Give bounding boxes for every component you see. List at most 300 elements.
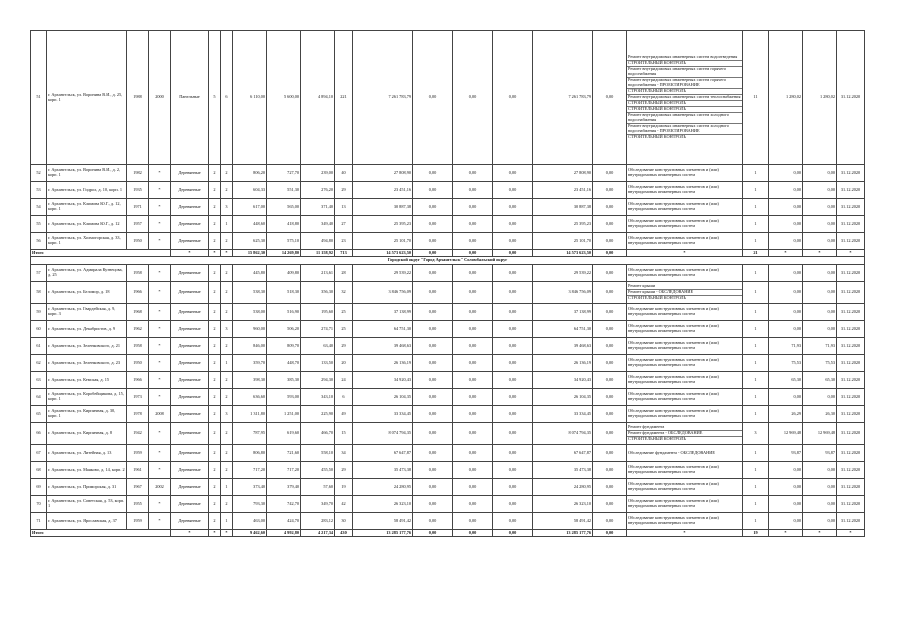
- premises-area-cell: 721,60: [267, 445, 301, 462]
- fund-3-cell: 0,00: [493, 199, 533, 216]
- deadline-cell: 31.12.2020: [837, 321, 865, 338]
- row-number: 68: [31, 462, 47, 479]
- fund-other-cell: 0,00: [593, 372, 627, 389]
- deadline-cell: 31.12.2020: [837, 423, 865, 445]
- unit-cost-cell: 0,00: [769, 513, 803, 530]
- residential-area-cell: 276,20: [301, 182, 335, 199]
- year-built-cell: 1942: [127, 423, 149, 445]
- fund-owners-cell: 30 887,38: [533, 199, 593, 216]
- work-type-item: Обследование конструктивных элементов и (или) внутридомовых инженерных систем: [628, 167, 719, 177]
- work-types-cell: [627, 304, 743, 321]
- work-types-cell: [627, 479, 743, 496]
- premises-area-cell: 518,30: [267, 282, 301, 304]
- deadline-cell: 31.12.2020: [837, 165, 865, 182]
- quantity-cell: 1: [743, 321, 769, 338]
- total-cost-cell: 64 751,30: [353, 321, 413, 338]
- fund-1-cell: 0,00: [413, 31, 453, 165]
- table-row: [31, 355, 865, 372]
- year-renovated-cell: *: [149, 321, 171, 338]
- fund-3-cell: 0,00: [493, 265, 533, 282]
- total-cost-cell: 23 451,16: [353, 182, 413, 199]
- floors-cell: 5: [209, 31, 221, 165]
- quantity-cell: 1: [743, 496, 769, 513]
- year-built-cell: 1950: [127, 355, 149, 372]
- residential-area-cell: 349,40: [301, 216, 335, 233]
- fund-1-cell: 0,00: [413, 372, 453, 389]
- row-number: 59: [31, 304, 47, 321]
- max-unit-cost-cell: 26,30: [803, 406, 837, 423]
- total-area-cell: 398,30: [233, 372, 267, 389]
- year-renovated-cell: *: [149, 216, 171, 233]
- year-renovated-cell: 2000: [149, 31, 171, 165]
- table-row: [31, 496, 865, 513]
- total-star: *: [837, 250, 865, 257]
- entrances-cell: 3: [221, 199, 233, 216]
- residents-cell: 23: [335, 233, 353, 250]
- fund-2-cell: 0,00: [453, 338, 493, 355]
- max-unit-cost-cell: 0,00: [803, 182, 837, 199]
- fund-2-cell: 0,00: [453, 406, 493, 423]
- fund-1-cell: 0,00: [413, 423, 453, 445]
- unit-cost-cell: 0,00: [769, 199, 803, 216]
- total-area-cell: 960,00: [233, 321, 267, 338]
- row-number: 64: [31, 389, 47, 406]
- work-type-item: СТРОИТЕЛЬНЫЙ КОНТРОЛЬ: [628, 133, 687, 139]
- fund-other-cell: 0,00: [593, 31, 627, 165]
- premises-area-cell: 379,40: [267, 479, 301, 496]
- residential-area-cell: 195,60: [301, 304, 335, 321]
- deadline-cell: 31.12.2020: [837, 233, 865, 250]
- wall-material-cell: Панельные: [171, 31, 209, 165]
- entrances-cell: 2: [221, 182, 233, 199]
- fund-1-cell: 0,00: [413, 304, 453, 321]
- premises-area-cell: 575,10: [267, 233, 301, 250]
- address-cell: г. Архангельск, ул. Коробейщикова, д. 15, корп. 1: [47, 389, 127, 406]
- table-row: [31, 445, 865, 462]
- total-row: [31, 530, 865, 537]
- address-cell: г. Архангельск, ул. Воронина В.И., д. 25, корп. 1: [47, 31, 127, 165]
- total-quantity: 21: [743, 250, 769, 257]
- entrances-cell: 2: [221, 265, 233, 282]
- work-types-cell: [627, 513, 743, 530]
- max-unit-cost-cell: 65,30: [803, 372, 837, 389]
- fund-owners-cell: 67 647,87: [533, 445, 593, 462]
- address-cell: г. Архангельск, ул. Климова Ю.Г., д. 12, корп. 1: [47, 199, 127, 216]
- quantity-cell: 11: [743, 31, 769, 165]
- row-number: 67: [31, 445, 47, 462]
- work-types-cell: [627, 462, 743, 479]
- fund-owners-cell: 58 491,42: [533, 513, 593, 530]
- row-number: 69: [31, 479, 47, 496]
- work-type-item: Ремонт внутридомовых инженерных систем холодного водоснабжения: [627, 113, 742, 124]
- year-built-cell: 1962: [127, 321, 149, 338]
- year-renovated-cell: *: [149, 496, 171, 513]
- row-number: 52: [31, 165, 47, 182]
- quantity-cell: 1: [743, 216, 769, 233]
- table-row: [31, 479, 865, 496]
- total-residents: 430: [335, 530, 353, 537]
- total-area-cell: 1 311,80: [233, 406, 267, 423]
- work-type-item: Обследование конструктивных элементов и (или) внутридомовых инженерных систем: [628, 391, 719, 401]
- row-number: 57: [31, 265, 47, 282]
- fund-3-cell: 0,00: [493, 479, 533, 496]
- work-type-item: Ремонт фундамента: [627, 425, 742, 431]
- fund-owners-cell: 25 395,23: [533, 216, 593, 233]
- quantity-cell: 1: [743, 406, 769, 423]
- total-area: 9 462,60: [233, 530, 267, 537]
- fund-3-cell: 0,00: [493, 216, 533, 233]
- residential-area-cell: 558,10: [301, 445, 335, 462]
- wall-material-cell: Деревянные: [171, 282, 209, 304]
- floors-cell: 2: [209, 423, 221, 445]
- entrances-cell: 2: [221, 304, 233, 321]
- fund-owners-cell: 64 751,30: [533, 321, 593, 338]
- quantity-cell: 1: [743, 479, 769, 496]
- year-built-cell: 1958: [127, 338, 149, 355]
- fund-1-cell: 0,00: [413, 406, 453, 423]
- deadline-cell: 31.12.2020: [837, 199, 865, 216]
- total-area-cell: 717,20: [233, 462, 267, 479]
- document-page: [30, 30, 864, 537]
- total-area-cell: 806,20: [233, 165, 267, 182]
- max-unit-cost-cell: 0,00: [803, 513, 837, 530]
- fund-2-cell: 0,00: [453, 165, 493, 182]
- total-cost-cell: 25 101,70: [353, 233, 413, 250]
- residents-cell: 32: [335, 282, 353, 304]
- address-cell: г. Архангельск, ул. Зеленковского, д. 21: [47, 338, 127, 355]
- entrances-cell: 2: [221, 445, 233, 462]
- premises-area-cell: 551,30: [267, 182, 301, 199]
- address-cell: г. Архангельск, ул. Декабристов, д. 9: [47, 321, 127, 338]
- address-cell: г. Архангельск, ул. Беломор, д. 18: [47, 282, 127, 304]
- unit-cost-cell: 0,00: [769, 321, 803, 338]
- entrances-cell: 6: [221, 31, 233, 165]
- residents-cell: 27: [335, 216, 353, 233]
- unit-cost-cell: 12 969,48: [769, 423, 803, 445]
- work-type-item: Обследование конструктивных элементов и (или) внутридомовых инженерных систем: [628, 374, 719, 384]
- entrances-cell: 2: [221, 462, 233, 479]
- wall-material-cell: Деревянные: [171, 406, 209, 423]
- total-cost-cell: 30 887,38: [353, 199, 413, 216]
- max-unit-cost-cell: 0,00: [803, 216, 837, 233]
- floors-cell: 2: [209, 462, 221, 479]
- work-type-item: Ремонт крыши - ОБСЛЕДОВАНИЕ: [627, 290, 742, 296]
- work-types-cell: [627, 165, 743, 182]
- year-renovated-cell: *: [149, 462, 171, 479]
- fund-3-cell: 0,00: [493, 31, 533, 165]
- total-quantity: 19: [743, 530, 769, 537]
- row-number: 53: [31, 182, 47, 199]
- row-number: 56: [31, 233, 47, 250]
- fund-3-cell: 0,00: [493, 355, 533, 372]
- residents-cell: 42: [335, 496, 353, 513]
- residents-cell: 40: [335, 165, 353, 182]
- total-residential-area: 11 158,92: [301, 250, 335, 257]
- address-cell: г. Архангельск, ул. Адмирала Кузнецова, д. 25: [47, 265, 127, 282]
- fund-other-cell: 0,00: [593, 304, 627, 321]
- premises-area-cell: 516,90: [267, 304, 301, 321]
- deadline-cell: 31.12.2020: [837, 445, 865, 462]
- total-cost-cell: 26 323,10: [353, 496, 413, 513]
- work-types-cell: [627, 496, 743, 513]
- address-cell: г. Архангельск, ул. Литейная, д. 13: [47, 445, 127, 462]
- work-type-item: Обследование конструктивных элементов и (или) внутридомовых инженерных систем: [628, 323, 719, 333]
- row-number: 70: [31, 496, 47, 513]
- total-fund-other: 0,00: [593, 250, 627, 257]
- max-unit-cost-cell: 0,00: [803, 282, 837, 304]
- residential-area-cell: 225,90: [301, 406, 335, 423]
- unit-cost-cell: 1 280,02: [769, 31, 803, 165]
- work-types-cell: [627, 445, 743, 462]
- fund-other-cell: 0,00: [593, 445, 627, 462]
- address-cell: г. Архангельск, ул. Кемская, д. 15: [47, 372, 127, 389]
- fund-3-cell: 0,00: [493, 165, 533, 182]
- fund-owners-cell: 27 808,90: [533, 165, 593, 182]
- year-built-cell: 1958: [127, 265, 149, 282]
- premises-area-cell: 619,60: [267, 423, 301, 445]
- deadline-cell: 31.12.2020: [837, 462, 865, 479]
- entrances-cell: 1: [221, 355, 233, 372]
- fund-owners-cell: 37 138,99: [533, 304, 593, 321]
- fund-3-cell: 0,00: [493, 182, 533, 199]
- total-area-cell: 538,30: [233, 282, 267, 304]
- table-row: [31, 462, 865, 479]
- residential-area-cell: 466,70: [301, 423, 335, 445]
- work-types-cell: [627, 355, 743, 372]
- fund-2-cell: 0,00: [453, 182, 493, 199]
- year-built-cell: 1966: [127, 372, 149, 389]
- row-number: 66: [31, 423, 47, 445]
- fund-1-cell: 0,00: [413, 479, 453, 496]
- work-type-item: СТРОИТЕЛЬНЫЙ КОНТРОЛЬ: [628, 294, 687, 300]
- quantity-cell: 1: [743, 338, 769, 355]
- fund-other-cell: 0,00: [593, 479, 627, 496]
- residents-cell: 49: [335, 406, 353, 423]
- work-types-cell: [627, 423, 743, 445]
- total-star: *: [209, 250, 221, 257]
- total-cost-cell: 33 334,45: [353, 406, 413, 423]
- fund-owners-cell: 24 280,95: [533, 479, 593, 496]
- total-fund-2: 0,00: [453, 250, 493, 257]
- premises-area-cell: 565,00: [267, 199, 301, 216]
- row-number: 60: [31, 321, 47, 338]
- total-cost-cell: 67 647,87: [353, 445, 413, 462]
- total-cost-cell: 26 136,19: [353, 355, 413, 372]
- fund-other-cell: 0,00: [593, 462, 627, 479]
- table-row: [31, 372, 865, 389]
- deadline-cell: 31.12.2020: [837, 182, 865, 199]
- floors-cell: 2: [209, 304, 221, 321]
- premises-area-cell: 506,20: [267, 321, 301, 338]
- premises-area-cell: 424,70: [267, 513, 301, 530]
- fund-2-cell: 0,00: [453, 265, 493, 282]
- year-renovated-cell: *: [149, 372, 171, 389]
- year-renovated-cell: *: [149, 423, 171, 445]
- quantity-cell: 1: [743, 304, 769, 321]
- wall-material-cell: Деревянные: [171, 199, 209, 216]
- table-row: [31, 199, 865, 216]
- total-area-cell: 617,00: [233, 199, 267, 216]
- floors-cell: 2: [209, 321, 221, 338]
- fund-3-cell: 0,00: [493, 389, 533, 406]
- quantity-cell: 1: [743, 355, 769, 372]
- work-type-item: Ремонт внутридомовых инженерных систем горячего водоснабжения - ПРОЕКТИРОВАНИЕ: [627, 78, 742, 89]
- floors-cell: 2: [209, 338, 221, 355]
- fund-2-cell: 0,00: [453, 233, 493, 250]
- work-type-item: Обследование конструктивных элементов и (или) внутридомовых инженерных систем: [628, 340, 719, 350]
- work-type-item: Обследование конструктивных элементов и (или) внутридомовых инженерных систем: [628, 408, 719, 418]
- work-type-item: СТРОИТЕЛЬНЫЙ КОНТРОЛЬ: [627, 89, 742, 95]
- residents-cell: 6: [335, 389, 353, 406]
- year-built-cell: 1978: [127, 406, 149, 423]
- total-cost-cell: 26 104,35: [353, 389, 413, 406]
- address-cell: г. Архангельск, ул. Приморская, д. 31: [47, 479, 127, 496]
- year-renovated-cell: *: [149, 165, 171, 182]
- work-types-cell: [627, 233, 743, 250]
- entrances-cell: 1: [221, 216, 233, 233]
- deadline-cell: 31.12.2020: [837, 513, 865, 530]
- work-type-item: Обследование конструктивных элементов и (или) внутридомовых инженерных систем: [628, 498, 719, 508]
- unit-cost-cell: 0,00: [769, 496, 803, 513]
- total-cost-cell: 25 395,23: [353, 216, 413, 233]
- work-type-item: Обследование конструктивных элементов и (или) внутридомовых инженерных систем: [628, 235, 719, 245]
- entrances-cell: 2: [221, 389, 233, 406]
- fund-3-cell: 0,00: [493, 233, 533, 250]
- fund-owners-cell: 23 451,16: [533, 182, 593, 199]
- fund-other-cell: 0,00: [593, 496, 627, 513]
- fund-other-cell: 0,00: [593, 389, 627, 406]
- total-area-cell: 359,70: [233, 355, 267, 372]
- residents-cell: 25: [335, 304, 353, 321]
- total-label: Итого: [31, 250, 171, 257]
- fund-1-cell: 0,00: [413, 338, 453, 355]
- deadline-cell: 31.12.2020: [837, 355, 865, 372]
- total-star: *: [221, 250, 233, 257]
- floors-cell: 2: [209, 496, 221, 513]
- total-premises-area: 4 992,80: [267, 530, 301, 537]
- entrances-cell: 2: [221, 372, 233, 389]
- fund-1-cell: 0,00: [413, 513, 453, 530]
- year-built-cell: 1982: [127, 165, 149, 182]
- fund-1-cell: 0,00: [413, 389, 453, 406]
- residential-area-cell: 371,40: [301, 199, 335, 216]
- year-renovated-cell: *: [149, 265, 171, 282]
- fund-owners-cell: 26 136,19: [533, 355, 593, 372]
- quantity-cell: 1: [743, 265, 769, 282]
- fund-other-cell: 0,00: [593, 513, 627, 530]
- entrances-cell: 2: [221, 496, 233, 513]
- work-type-item: Ремонт внутридомовых инженерных систем холодного водоснабжения - ПРОЕКТИРОВАНИЕ: [627, 124, 742, 135]
- total-cost-cell: 37 138,99: [353, 304, 413, 321]
- year-built-cell: 1935: [127, 182, 149, 199]
- floors-cell: 2: [209, 406, 221, 423]
- total-star: *: [803, 530, 837, 537]
- total-fund-3: 0,00: [493, 250, 533, 257]
- entrances-cell: 2: [221, 233, 233, 250]
- max-unit-cost-cell: 0,00: [803, 233, 837, 250]
- premises-area-cell: 418,80: [267, 216, 301, 233]
- residential-area-cell: 349,70: [301, 496, 335, 513]
- year-built-cell: 1961: [127, 462, 149, 479]
- total-area-cell: 538,00: [233, 304, 267, 321]
- row-number: 58: [31, 282, 47, 304]
- quantity-cell: 1: [743, 165, 769, 182]
- fund-3-cell: 0,00: [493, 462, 533, 479]
- floors-cell: 2: [209, 233, 221, 250]
- table-row: [31, 338, 865, 355]
- residents-cell: 30: [335, 513, 353, 530]
- residents-cell: 29: [335, 182, 353, 199]
- row-number: 51: [31, 31, 47, 165]
- quantity-cell: 1: [743, 462, 769, 479]
- wall-material-cell: Деревянные: [171, 389, 209, 406]
- year-built-cell: 1955: [127, 496, 149, 513]
- quantity-cell: 1: [743, 445, 769, 462]
- total-label: Итого: [31, 530, 171, 537]
- premises-area-cell: 727,70: [267, 165, 301, 182]
- work-type-item: Ремонт внутридомовых инженерных систем водоотведения: [627, 55, 742, 61]
- work-type-item: Обследование конструктивных элементов и (или) внутридомовых инженерных систем: [628, 481, 719, 491]
- year-built-cell: 1967: [127, 479, 149, 496]
- residents-cell: 15: [335, 423, 353, 445]
- unit-cost-cell: 75,53: [769, 355, 803, 372]
- total-fund-1: 0,00: [413, 530, 453, 537]
- work-types-cell: [627, 389, 743, 406]
- wall-material-cell: Деревянные: [171, 338, 209, 355]
- residents-cell: 34: [335, 445, 353, 462]
- row-number: 61: [31, 338, 47, 355]
- residential-area-cell: 294,30: [301, 372, 335, 389]
- total-cost-cell: 3 846 756,09: [353, 282, 413, 304]
- work-type-item: Ремонт крыши: [627, 284, 742, 290]
- max-unit-cost-cell: 0,00: [803, 165, 837, 182]
- max-unit-cost-cell: 93,87: [803, 445, 837, 462]
- year-renovated-cell: *: [149, 233, 171, 250]
- residential-area-cell: 494,80: [301, 233, 335, 250]
- deadline-cell: 31.12.2020: [837, 216, 865, 233]
- total-premises-area: 14 269,80: [267, 250, 301, 257]
- unit-cost-cell: 71,93: [769, 338, 803, 355]
- work-type-item: СТРОИТЕЛЬНЫЙ КОНТРОЛЬ: [628, 435, 687, 441]
- fund-3-cell: 0,00: [493, 304, 533, 321]
- quantity-cell: 1: [743, 282, 769, 304]
- fund-other-cell: 0,00: [593, 182, 627, 199]
- total-area: 15 862,30: [233, 250, 267, 257]
- fund-other-cell: 0,00: [593, 165, 627, 182]
- entrances-cell: 2: [221, 423, 233, 445]
- table-row: [31, 389, 865, 406]
- unit-cost-cell: 0,00: [769, 233, 803, 250]
- quantity-cell: 1: [743, 389, 769, 406]
- residential-area-cell: 57,60: [301, 479, 335, 496]
- max-unit-cost-cell: 0,00: [803, 496, 837, 513]
- fund-3-cell: 0,00: [493, 321, 533, 338]
- total-area-cell: 6 110,00: [233, 31, 267, 165]
- max-unit-cost-cell: 75,53: [803, 355, 837, 372]
- total-star: *: [627, 530, 743, 537]
- year-built-cell: 1950: [127, 233, 149, 250]
- table-row: [31, 423, 865, 445]
- total-star: *: [837, 530, 865, 537]
- fund-owners-cell: 34 920,43: [533, 372, 593, 389]
- work-type-item: Ремонт внутридомовых инженерных систем теплоснабжения: [628, 94, 741, 100]
- fund-other-cell: 0,00: [593, 355, 627, 372]
- total-star: *: [221, 530, 233, 537]
- entrances-cell: 1: [221, 479, 233, 496]
- work-type-item: Обследование фундамента - ОБСЛЕДОВАНИЕ: [628, 449, 715, 455]
- fund-other-cell: 0,00: [593, 233, 627, 250]
- work-type-item: Обследование конструктивных элементов и (или) внутридомовых инженерных систем: [628, 464, 719, 474]
